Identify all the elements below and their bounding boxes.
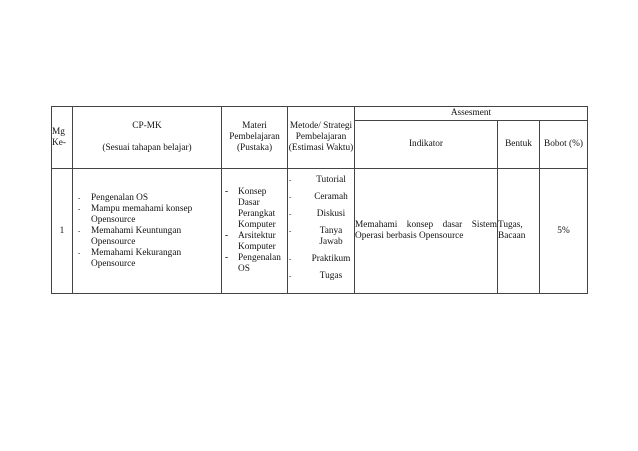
list-item-text: Pengenalan OS — [238, 253, 281, 274]
header-assesment-label: Assesment — [450, 108, 492, 118]
bullet-dash-icon: - — [78, 204, 81, 213]
cell-indikator-value: Memahami konsep dasar Sistem Operasi berbasis Opensource — [355, 220, 497, 241]
cell-materi — [222, 169, 288, 294]
cell-mg-value: 1 — [59, 225, 65, 236]
header-mg-ke-label: Mg Ke- — [52, 126, 66, 148]
list-item — [288, 192, 354, 203]
header-indikator-label: Indikator — [408, 139, 444, 149]
bullet-dash-icon: - — [225, 253, 229, 263]
bullet-dash-icon: - — [289, 271, 292, 280]
header-materi — [222, 107, 288, 169]
bullet-dash-icon: - — [289, 209, 292, 218]
cell-bentuk — [498, 169, 540, 294]
list-item — [288, 254, 354, 265]
header-indikator — [355, 121, 498, 169]
list-item-text: Arsitektur Komputer — [238, 231, 276, 252]
list-item — [288, 271, 354, 282]
cell-bobot — [540, 169, 588, 294]
bullet-dash-icon: - — [289, 226, 292, 235]
metode-list — [288, 175, 354, 282]
header-metode-label: Metode/ Strategi Pembelajaran (Estimasi Waktu) — [288, 121, 354, 153]
bullet-dash-icon: - — [225, 231, 229, 241]
list-item — [288, 226, 354, 248]
list-item-text: Ceramah — [314, 191, 348, 202]
header-metode — [288, 107, 355, 169]
cell-bobot-value: 5% — [557, 225, 570, 236]
bullet-dash-icon: - — [289, 254, 292, 263]
list-item-text: Konsep Dasar Perangkat Komputer — [238, 187, 276, 230]
cell-indikator — [355, 169, 498, 294]
list-item-text: Diskusi — [316, 208, 346, 219]
header-cpmk — [73, 107, 222, 169]
list-item — [222, 231, 287, 253]
header-materi-label: Materi Pembelajaran (Pustaka) — [229, 121, 280, 153]
table-row — [52, 169, 588, 294]
list-item — [288, 209, 354, 220]
list-item-text: Tutorial — [316, 174, 346, 185]
list-item-text: Tanya Jawab — [319, 225, 343, 247]
bullet-dash-icon: - — [78, 226, 81, 235]
header-bobot-label: Bobot (%) — [544, 139, 583, 149]
list-item-text: Mampu memahami konsep Opensource — [91, 203, 193, 225]
header-bobot — [540, 121, 588, 169]
list-item — [73, 248, 221, 270]
bullet-dash-icon: - — [225, 187, 229, 197]
cell-cpmk — [73, 169, 222, 294]
list-item-text: Memahami Keuntungan Opensource — [91, 225, 182, 247]
cell-bentuk-value: Tugas, Bacaan — [498, 220, 526, 241]
bullet-dash-icon: - — [289, 192, 292, 201]
list-item-text: Tugas — [319, 270, 343, 281]
cpmk-list — [73, 193, 221, 270]
bullet-dash-icon: - — [78, 193, 81, 202]
cell-mg — [52, 169, 73, 294]
header-bentuk — [498, 121, 540, 169]
list-item — [73, 204, 221, 226]
materi-list — [222, 187, 287, 275]
list-item-text: Pengenalan OS — [91, 192, 149, 203]
list-item — [222, 253, 287, 275]
header-mg-ke — [52, 107, 73, 169]
list-item — [73, 193, 221, 204]
bullet-dash-icon: - — [289, 175, 292, 184]
header-cpmk-label: CP-MK — [132, 121, 162, 131]
list-item-text: Praktikum — [311, 253, 351, 264]
list-item-text: Memahami Kekurangan Opensource — [91, 247, 182, 269]
header-bentuk-label: Bentuk — [505, 139, 532, 149]
list-item — [222, 187, 287, 231]
bullet-dash-icon: - — [78, 248, 81, 257]
header-assesment — [355, 107, 588, 121]
rps-table — [51, 106, 588, 294]
header-cpmk-sub-label: (Sesuai tahapan belajar) — [102, 143, 192, 153]
list-item — [288, 175, 354, 186]
list-item — [73, 226, 221, 248]
cell-metode — [288, 169, 355, 294]
